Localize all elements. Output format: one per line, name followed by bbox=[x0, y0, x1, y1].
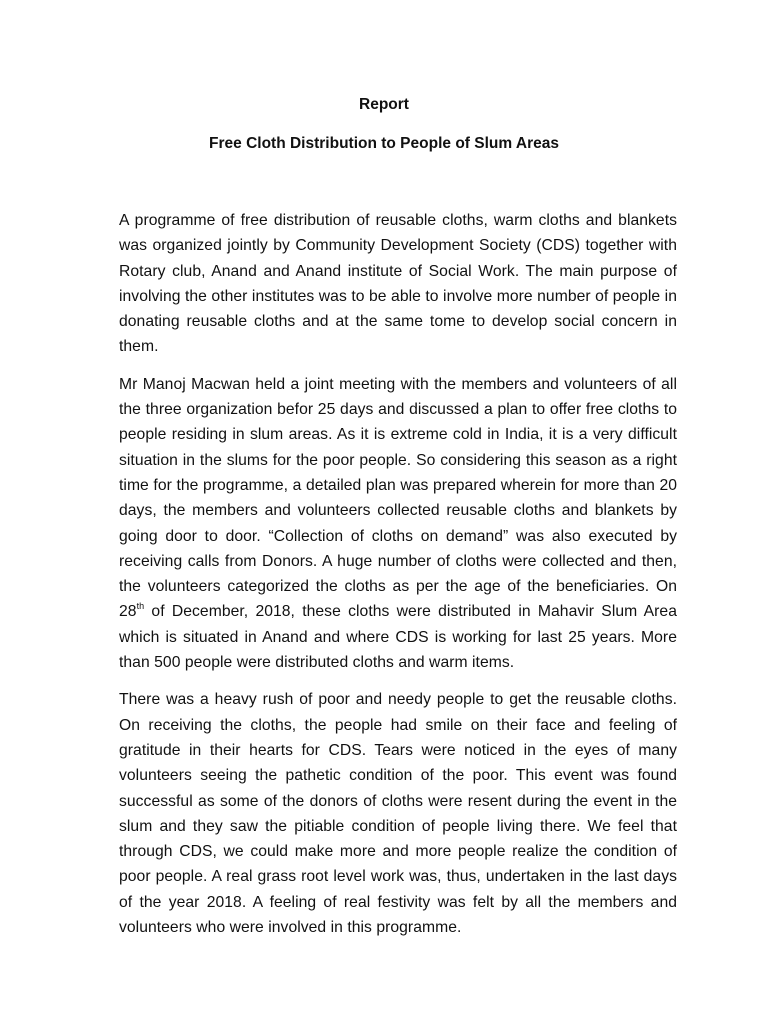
paragraph-2 bbox=[119, 372, 677, 676]
report-title: Report bbox=[359, 96, 409, 113]
paragraph-2-text-a: Mr Manoj Macwan held a joint meeting with the members and volunteers of all the three organization befor 25 days and discussed a plan to offer free cloths to people residing in slum areas. As it is extreme cold in India, it is a very difficult situation in the slums for the poor people. So considering this season as a right time for the programme, a detailed plan was prepared wherein for more than 20 days, the members and volunteers collected reusable cloths and blankets by going door to door. “Collection of cloths on demand” was also executed by receiving calls from Donors. A huge number of cloths were collected and then, the volunteers categorized the cloths as per the age of the beneficiaries. On 28 bbox=[119, 375, 677, 621]
report-body bbox=[119, 208, 677, 952]
ordinal-suffix: th bbox=[136, 601, 145, 612]
paragraph-3: There was a heavy rush of poor and needy people to get the reusable cloths. On receiving the cloths, the people had smile on their face and feeling of gratitude in their hearts for CDS. Tears were noticed in the eyes of many volunteers seeing the pathetic condition of the poor. This event was found successful as some of the donors of cloths were resent during the event in the slum and they saw the pitiable condition of people living there. We feel that through CDS, we could make more and more people realize the condition of poor people. A real grass root level work was, thus, undertaken in the last days of the year 2018. A feeling of real festivity was felt by all the members and volunteers who were involved in this programme. bbox=[119, 691, 677, 937]
paragraph-1: A programme of free distribution of reusable cloths, warm cloths and blankets was organized jointly by Community Development Society (CDS) together with Rotary club, Anand and Anand institute of Social Work. The main purpose of involving the other institutes was to be able to involve more number of people in donating reusable cloths and at the same tome to develop social concern in them. bbox=[119, 212, 677, 356]
report-subtitle: Free Cloth Distribution to People of Slum Areas bbox=[209, 135, 559, 152]
paragraph-2-text-b: of December, 2018, these cloths were distributed in Mahavir Slum Area which is situated in Anand and where CDS is working for last 25 years. More than 500 people were distributed cloths and warm items. bbox=[119, 603, 677, 672]
